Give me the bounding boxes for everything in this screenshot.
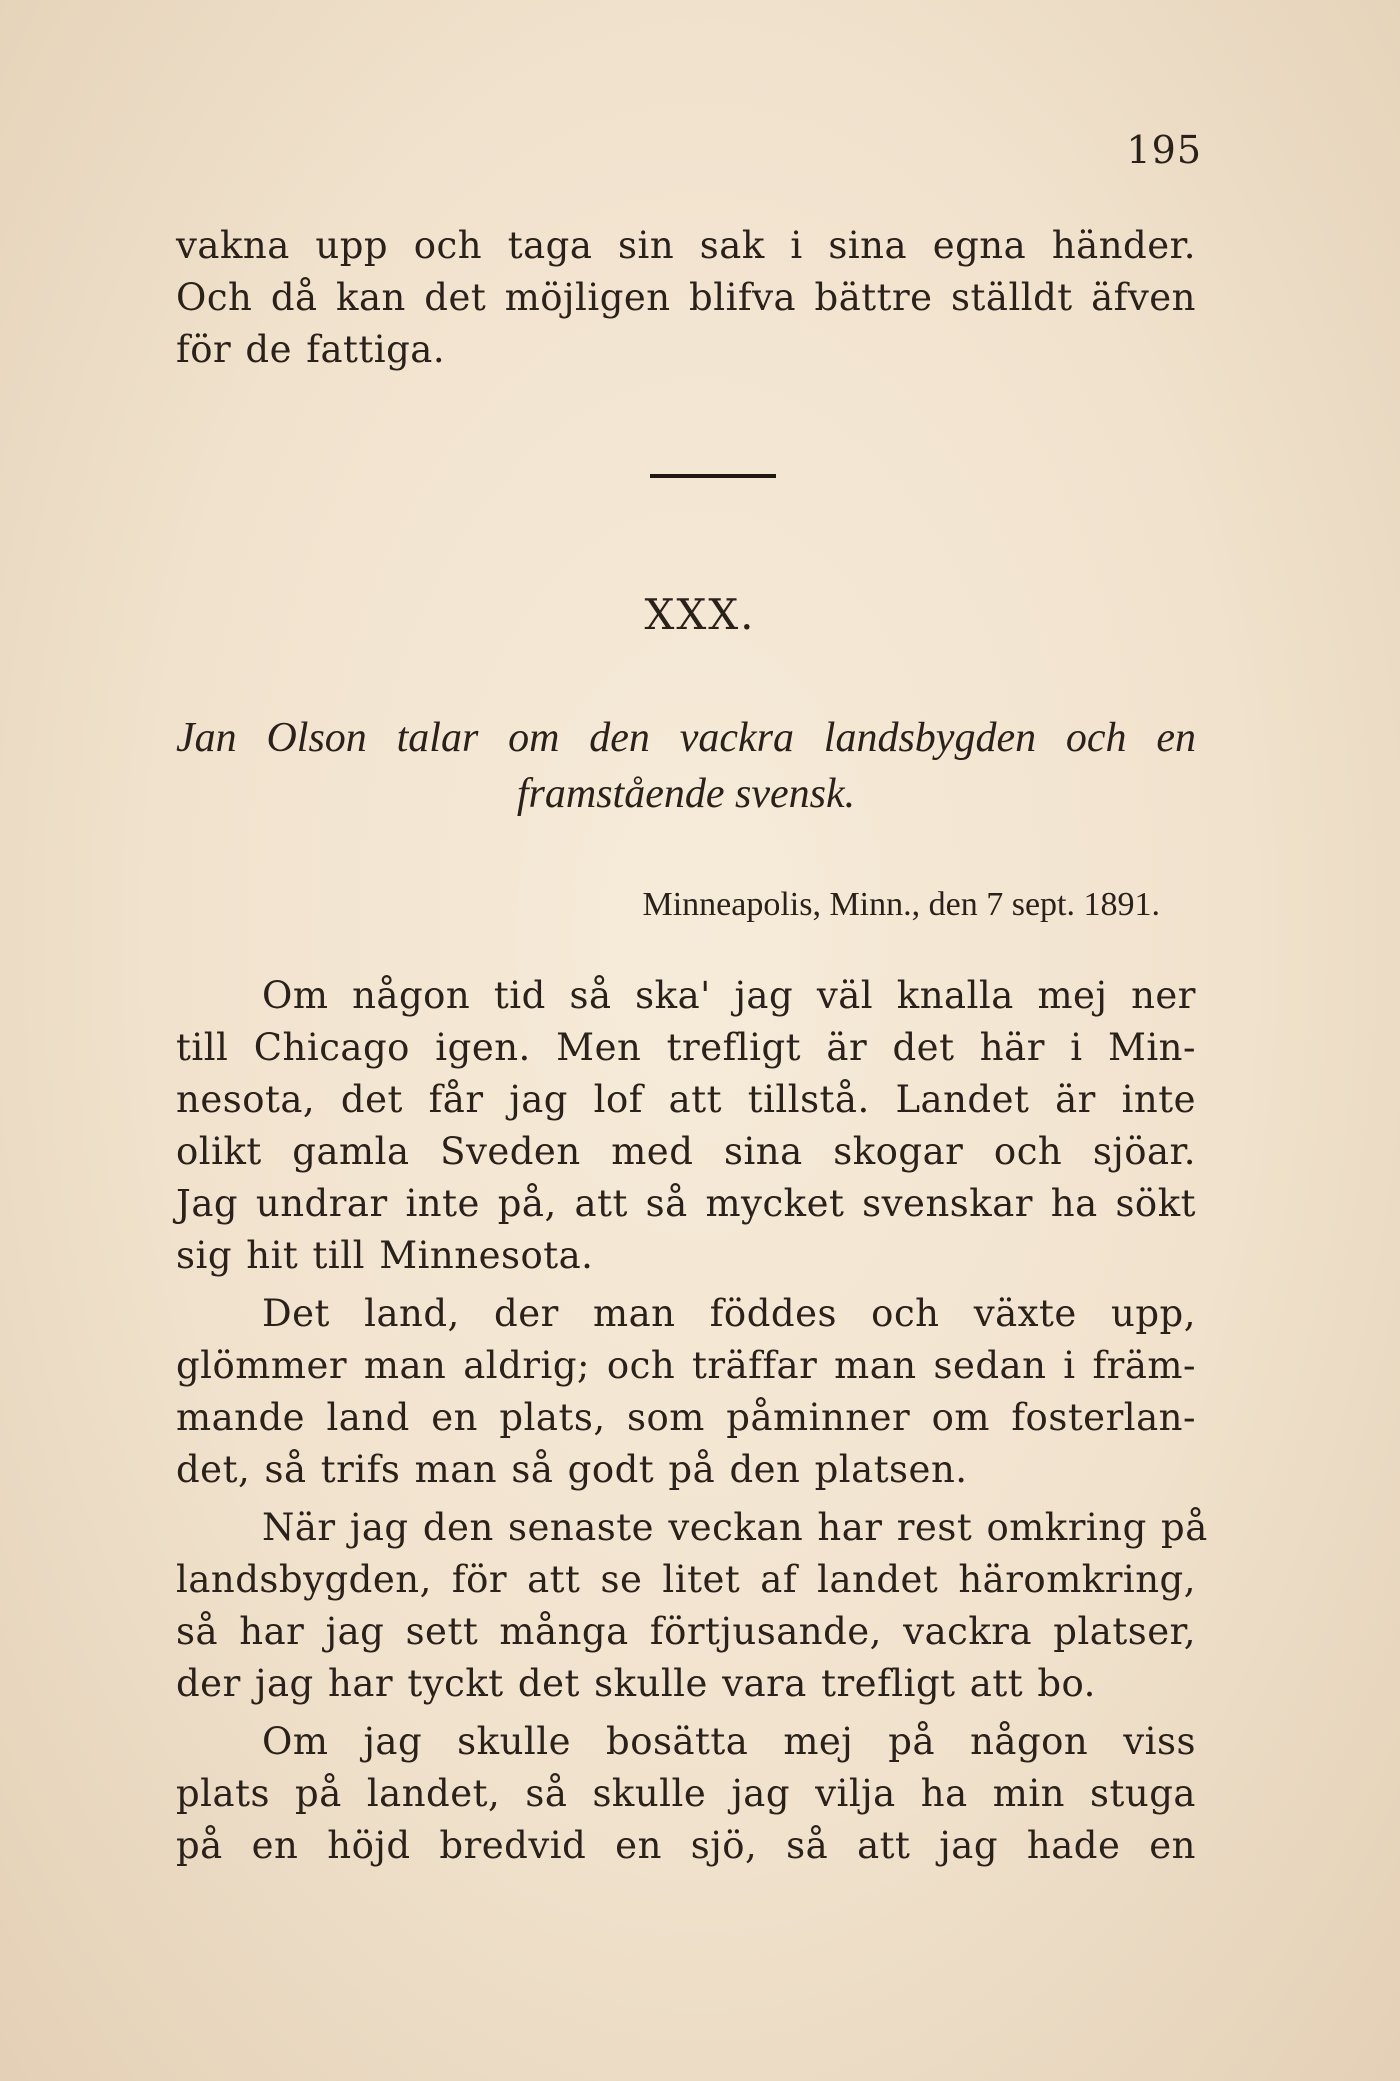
text-line: så har jag sett många förtjusande, vackra platser, [176,1610,1196,1653]
text-line: på en höjd bredvid en sjö, så att jag hade en [176,1824,1196,1867]
text-line: för de fattiga. [176,328,446,371]
text-line: Det land, der man föddes och växte upp, [262,1292,1196,1335]
text-line: När jag den senaste veckan har rest omkring på [262,1506,1208,1549]
text-line: landsbygden, för att se litet af landet häromkring, [176,1558,1196,1601]
text-line: der jag har tyckt det skulle vara trefligt att bo. [176,1662,1096,1705]
text-line: till Chicago igen. Men trefligt är det här i Min- [176,1026,1196,1069]
text-line: Och då kan det möjligen blifva bättre ställdt äfven [176,276,1196,319]
text-line: det, så trifs man så godt på den platsen. [176,1448,968,1491]
paragraph [176,1288,1196,1496]
chapter-title-line: Jan Olson talar om den vackra landsbygden och en [176,715,1196,761]
text-line: Om jag skulle bosätta mej på någon viss [262,1720,1196,1763]
section-number: XXX. [644,590,756,639]
section-divider [650,474,776,478]
dateline: Minneapolis, Minn., den 7 sept. 1891. [642,886,1160,923]
text-line: nesota, det får jag lof att tillstå. Landet är inte [176,1078,1196,1121]
text-line: sig hit till Minnesota. [176,1234,594,1277]
text-line: mande land en plats, som påminner om fosterlan- [176,1396,1196,1439]
text-line: plats på landet, så skulle jag vilja ha min stuga [176,1772,1196,1815]
paragraph [176,970,1196,1282]
chapter-title-line: framstående svensk. [516,771,856,817]
page-number: 195 [1126,128,1202,172]
chapter-title [176,710,1196,822]
paragraph [176,1502,1208,1710]
text-line: vakna upp och taga sin sak i sina egna händer. [176,224,1196,267]
text-line: Jag undrar inte på, att så mycket svenskar ha sökt [176,1182,1196,1225]
text-line: Om någon tid så ska' jag väl knalla mej ner [262,974,1196,1017]
text-line: olikt gamla Sveden med sina skogar och sjöar. [176,1130,1196,1173]
top-paragraph [176,220,1196,376]
text-line: glömmer man aldrig; och träffar man sedan i främ- [176,1344,1196,1387]
paragraph [176,1716,1196,1872]
